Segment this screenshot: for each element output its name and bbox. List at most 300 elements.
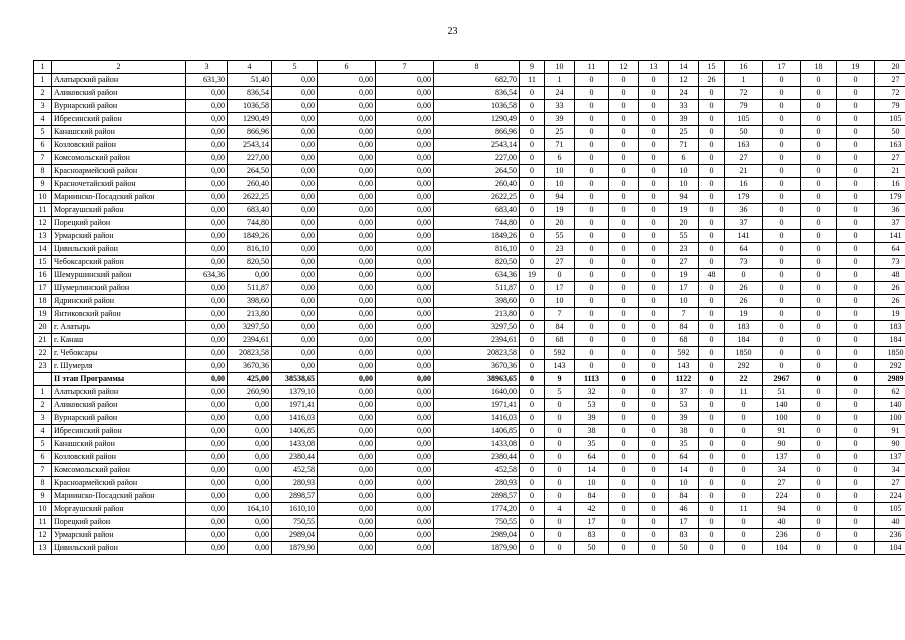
table-cell: 0 (699, 295, 725, 308)
table-cell: 0 (725, 451, 763, 464)
table-cell: 141 (875, 230, 905, 243)
table-cell: 84 (669, 321, 699, 334)
table-cell: 10 (34, 191, 52, 204)
table-cell: 50 (725, 126, 763, 139)
table-cell: 12 (34, 217, 52, 230)
table-cell: 0 (801, 360, 837, 373)
table-cell: 0,00 (376, 334, 434, 347)
table-cell: 2 (34, 399, 52, 412)
table-cell: 40 (763, 516, 801, 529)
table-cell: 5 (34, 438, 52, 451)
table-cell: 0 (545, 438, 575, 451)
table-cell: 0,00 (376, 74, 434, 87)
table-cell: 73 (725, 256, 763, 269)
table-cell: 0 (837, 230, 875, 243)
table-cell: 0 (801, 464, 837, 477)
table-cell: 0,00 (228, 490, 272, 503)
table-cell: 10 (669, 295, 699, 308)
table-cell: 0 (837, 386, 875, 399)
table-cell: 164,10 (228, 503, 272, 516)
table-cell: 0,00 (186, 204, 228, 217)
table-cell: 0 (837, 490, 875, 503)
table-cell: 20823,58 (228, 347, 272, 360)
table-cell: 4 (545, 503, 575, 516)
table-cell: Янтиковский район (52, 308, 186, 321)
table-cell: 0,00 (318, 347, 376, 360)
table-cell: 0 (575, 321, 609, 334)
table-cell: 0 (763, 152, 801, 165)
table-cell: 0 (801, 412, 837, 425)
table-cell: 0 (837, 399, 875, 412)
table-cell: 0 (609, 490, 639, 503)
table-cell: 72 (875, 87, 905, 100)
table-cell: 0,00 (376, 178, 434, 191)
table-row (34, 516, 905, 529)
table-cell: 280,93 (272, 477, 318, 490)
table-cell: 0 (801, 373, 837, 386)
table-cell: 0,00 (186, 152, 228, 165)
table-cell: 0 (639, 399, 669, 412)
table-cell: 0,00 (376, 139, 434, 152)
table-cell: 0 (545, 451, 575, 464)
table-cell: 0 (725, 438, 763, 451)
table-cell: 0,00 (376, 269, 434, 282)
table-cell: 0 (520, 360, 545, 373)
table-cell: 0,00 (228, 269, 272, 282)
table-cell: 0 (575, 100, 609, 113)
table-cell: 0 (801, 152, 837, 165)
table-cell: 0,00 (228, 425, 272, 438)
table-cell: 0 (609, 451, 639, 464)
table-cell: 0 (520, 87, 545, 100)
table-cell: 0,00 (318, 87, 376, 100)
table-cell: 0 (639, 516, 669, 529)
table-cell: 0 (699, 412, 725, 425)
table-cell: 6 (34, 451, 52, 464)
table-cell: Алатырский район (52, 74, 186, 87)
table-cell: 1879,90 (272, 542, 318, 555)
table-cell: 0,00 (318, 308, 376, 321)
table-cell: 744,80 (434, 217, 520, 230)
table-cell: 68 (545, 334, 575, 347)
table-cell: 1849,26 (434, 230, 520, 243)
table-row (34, 191, 905, 204)
table-cell: 0,00 (228, 412, 272, 425)
table-cell: 0 (763, 269, 801, 282)
table-cell: 0,00 (272, 269, 318, 282)
table-cell: 0,00 (376, 477, 434, 490)
table-cell: 0 (699, 464, 725, 477)
table-cell: 0,00 (376, 204, 434, 217)
table-row (34, 282, 905, 295)
table-cell: 64 (725, 243, 763, 256)
table-cell: 26 (699, 74, 725, 87)
table-cell: 0,00 (186, 490, 228, 503)
table-cell: 0 (520, 490, 545, 503)
table-cell: 0 (801, 295, 837, 308)
table-cell: 0,00 (376, 113, 434, 126)
table-cell: 10 (575, 477, 609, 490)
table-cell: 0 (575, 295, 609, 308)
table-cell: 91 (875, 425, 905, 438)
table-cell: 0 (609, 386, 639, 399)
table-cell: 0,00 (272, 360, 318, 373)
table-cell: 39 (575, 412, 609, 425)
table-cell: 0,00 (376, 191, 434, 204)
table-cell: 0,00 (318, 373, 376, 386)
table-cell: 0 (575, 347, 609, 360)
table-cell: 0 (699, 204, 725, 217)
table-cell: 21 (34, 334, 52, 347)
table-cell: 37 (875, 217, 905, 230)
table-cell: 0 (639, 204, 669, 217)
table-row (34, 360, 905, 373)
table-cell: 0 (801, 126, 837, 139)
table-cell: 16 (725, 178, 763, 191)
table-cell: 0,00 (186, 256, 228, 269)
table-cell: 0 (801, 87, 837, 100)
column-header: 12 (609, 61, 639, 74)
table-cell: 1036,58 (228, 100, 272, 113)
table-cell: 0,00 (318, 321, 376, 334)
table-cell: 0,00 (272, 87, 318, 100)
table-cell: 0,00 (272, 347, 318, 360)
table-cell: 0,00 (376, 230, 434, 243)
table-cell: 452,58 (434, 464, 520, 477)
table-cell: 0 (609, 425, 639, 438)
table-cell: 0,00 (318, 243, 376, 256)
table-cell: Вурнарский район (52, 412, 186, 425)
table-row (34, 347, 905, 360)
table-cell: 0,00 (186, 191, 228, 204)
table-cell: 634,36 (186, 269, 228, 282)
table-cell: 0 (545, 269, 575, 282)
table-cell: 0 (520, 347, 545, 360)
table-cell: 0 (520, 230, 545, 243)
table-cell: 0,00 (272, 74, 318, 87)
table-cell: 42 (575, 503, 609, 516)
table-cell: 0 (609, 100, 639, 113)
table-cell: 2898,57 (272, 490, 318, 503)
table-cell: 0 (725, 399, 763, 412)
table-cell: 0 (763, 178, 801, 191)
table-cell: 0 (520, 165, 545, 178)
table-cell: 10 (669, 165, 699, 178)
table-cell: 227,00 (434, 152, 520, 165)
table-cell: 48 (699, 269, 725, 282)
table-cell: 0 (725, 412, 763, 425)
table-cell: 0,00 (186, 126, 228, 139)
table-cell: 2622,25 (228, 191, 272, 204)
table-cell: 35 (669, 438, 699, 451)
table-cell: 260,40 (434, 178, 520, 191)
table-cell: 22 (34, 347, 52, 360)
table-cell: 0 (801, 516, 837, 529)
table-cell: 0 (699, 477, 725, 490)
table-cell: 0 (837, 204, 875, 217)
table-cell: 0,00 (186, 113, 228, 126)
table-cell: 0,00 (376, 373, 434, 386)
table-cell: 39 (545, 113, 575, 126)
table-cell: 0 (837, 451, 875, 464)
table-cell: 0 (520, 399, 545, 412)
table-cell: 0 (639, 542, 669, 555)
table-cell: 6 (545, 152, 575, 165)
table-cell: 2394,61 (228, 334, 272, 347)
table-row (34, 542, 905, 555)
table-cell: 0,00 (228, 516, 272, 529)
table-cell: 0,00 (376, 360, 434, 373)
table-cell: 34 (763, 464, 801, 477)
table-cell: 27 (763, 477, 801, 490)
table-cell: 11 (34, 516, 52, 529)
column-header: 9 (520, 61, 545, 74)
table-cell: 0,00 (376, 243, 434, 256)
table-row (34, 308, 905, 321)
table-cell: 26 (875, 295, 905, 308)
table-cell: 32 (575, 386, 609, 399)
table-cell: 38 (575, 425, 609, 438)
table-cell: 4 (34, 425, 52, 438)
table-cell: 0 (575, 126, 609, 139)
table-cell: 79 (725, 100, 763, 113)
table-cell: 11 (34, 204, 52, 217)
table-cell: 224 (875, 490, 905, 503)
table-cell: 0,00 (186, 373, 228, 386)
table-cell: 2622,25 (434, 191, 520, 204)
table-cell: 0 (520, 308, 545, 321)
table-cell: 0,00 (318, 438, 376, 451)
table-cell: 0 (639, 256, 669, 269)
table-cell: 398,60 (434, 295, 520, 308)
table-cell: 0 (837, 100, 875, 113)
table-cell: 0 (801, 204, 837, 217)
table-cell: 105 (875, 503, 905, 516)
table-cell: 5 (545, 386, 575, 399)
table-cell: 0,00 (318, 165, 376, 178)
table-cell: 0 (801, 217, 837, 230)
table-cell: 0,00 (186, 464, 228, 477)
table-cell: 38538,65 (272, 373, 318, 386)
table-cell: 0 (699, 139, 725, 152)
table-cell: 0 (520, 139, 545, 152)
table-cell: Козловский район (52, 451, 186, 464)
table-cell: 0 (837, 191, 875, 204)
table-cell: 0 (763, 230, 801, 243)
table-cell: Канашский район (52, 438, 186, 451)
table-cell: 9 (34, 490, 52, 503)
table-cell: 0 (575, 217, 609, 230)
table-cell: 0 (520, 178, 545, 191)
table-cell: 0,00 (186, 321, 228, 334)
table-cell: 83 (575, 529, 609, 542)
table-cell: 27 (875, 74, 905, 87)
table-cell: 0 (801, 230, 837, 243)
table-cell: Вурнарский район (52, 100, 186, 113)
table-cell: 184 (725, 334, 763, 347)
table-cell: Аликовский район (52, 87, 186, 100)
header-row (34, 61, 905, 74)
table-cell: 0,00 (376, 87, 434, 100)
table-cell: 0 (609, 191, 639, 204)
table-cell: 0,00 (318, 152, 376, 165)
column-header: 5 (272, 61, 318, 74)
table-cell: 38963,65 (434, 373, 520, 386)
table-cell: 0,00 (376, 412, 434, 425)
table-row (34, 256, 905, 269)
column-header: 16 (725, 61, 763, 74)
table-cell: 0,00 (228, 399, 272, 412)
table-cell: 0 (520, 425, 545, 438)
table-row (34, 204, 905, 217)
table-cell: 3 (34, 412, 52, 425)
table-cell: 0 (639, 100, 669, 113)
table-cell: 1433,08 (434, 438, 520, 451)
table-cell: 0 (545, 477, 575, 490)
table-cell: 0 (520, 152, 545, 165)
table-cell: 0,00 (318, 217, 376, 230)
table-row (34, 334, 905, 347)
table-cell: 0 (520, 373, 545, 386)
table-cell: 2898,57 (434, 490, 520, 503)
table-cell: Ибресинский район (52, 425, 186, 438)
table-row (34, 100, 905, 113)
column-header: 4 (228, 61, 272, 74)
table-cell: 866,96 (434, 126, 520, 139)
table-cell: 0 (520, 334, 545, 347)
table-cell: 0 (609, 74, 639, 87)
table-cell: 0 (801, 321, 837, 334)
column-header: 2 (52, 61, 186, 74)
table-cell: 36 (875, 204, 905, 217)
table-cell: 0,00 (318, 399, 376, 412)
table-cell: 140 (763, 399, 801, 412)
table-cell: 11 (520, 74, 545, 87)
table-cell: 15 (34, 256, 52, 269)
table-cell: 183 (875, 321, 905, 334)
table-cell: 0,00 (186, 230, 228, 243)
table-cell: Канашский район (52, 126, 186, 139)
table-cell: Красночетайский район (52, 178, 186, 191)
table-cell: 0,00 (318, 113, 376, 126)
table-cell: 24 (669, 87, 699, 100)
table-cell: 14 (575, 464, 609, 477)
table-cell: 0,00 (318, 139, 376, 152)
table-cell: Чебоксарский район (52, 256, 186, 269)
table-cell: 55 (545, 230, 575, 243)
table-cell: 84 (669, 490, 699, 503)
table-cell: 866,96 (228, 126, 272, 139)
table-cell: 0 (575, 360, 609, 373)
table-cell: 26 (725, 295, 763, 308)
table-cell: 0 (801, 503, 837, 516)
table-cell: 0,00 (376, 529, 434, 542)
table-cell: 0 (837, 425, 875, 438)
table-cell: 452,58 (272, 464, 318, 477)
table-cell: 17 (575, 516, 609, 529)
table-cell: 0 (699, 308, 725, 321)
table-cell: 836,54 (434, 87, 520, 100)
table-cell: 0,00 (318, 490, 376, 503)
table-cell: 0,00 (186, 334, 228, 347)
table-cell: 0,00 (318, 542, 376, 555)
table-cell: 50 (575, 542, 609, 555)
table-cell: 24 (545, 87, 575, 100)
table-cell: 0 (837, 165, 875, 178)
table-row (34, 386, 905, 399)
table-cell: 0 (520, 451, 545, 464)
table-cell: 1850 (875, 347, 905, 360)
table-cell: 0 (609, 438, 639, 451)
table-cell: 0 (609, 178, 639, 191)
table-row (34, 113, 905, 126)
table-cell: 0 (801, 191, 837, 204)
table-cell: 0,00 (376, 399, 434, 412)
table-cell: 20 (545, 217, 575, 230)
table-row (34, 217, 905, 230)
table-cell: 0 (575, 178, 609, 191)
table-cell: 14 (669, 464, 699, 477)
table-cell: Аликовский район (52, 399, 186, 412)
table-cell: 0,00 (186, 100, 228, 113)
table-cell: 25 (669, 126, 699, 139)
table-row (34, 178, 905, 191)
table-cell: 0 (837, 126, 875, 139)
table-cell: 0,00 (376, 425, 434, 438)
table-cell: 19 (669, 269, 699, 282)
table-cell: 0 (545, 412, 575, 425)
table-cell: 0 (837, 269, 875, 282)
table-cell: 0 (699, 529, 725, 542)
table-cell: 0 (725, 464, 763, 477)
table-cell: 0 (699, 399, 725, 412)
table-cell: 0,00 (318, 191, 376, 204)
table-cell: 1290,49 (434, 113, 520, 126)
table-cell: 7 (34, 464, 52, 477)
table-cell: 16 (875, 178, 905, 191)
table-cell: 0 (575, 269, 609, 282)
table-cell (34, 373, 52, 386)
table-cell: 0,00 (272, 139, 318, 152)
table-cell: 4 (34, 113, 52, 126)
table-cell: 0,00 (318, 360, 376, 373)
table-cell: Цивильский район (52, 243, 186, 256)
table-cell: 0 (609, 529, 639, 542)
table-cell: 0,00 (272, 178, 318, 191)
table-cell: 0,00 (186, 399, 228, 412)
table-cell: 0 (837, 243, 875, 256)
table-cell: 90 (763, 438, 801, 451)
table-cell: 0 (763, 360, 801, 373)
table-cell: 0 (763, 74, 801, 87)
table-cell: 0 (763, 217, 801, 230)
table-cell: 2380,44 (272, 451, 318, 464)
table-cell: 79 (875, 100, 905, 113)
table-cell: 0 (699, 451, 725, 464)
table-cell: 1610,10 (272, 503, 318, 516)
table-cell: 0 (725, 425, 763, 438)
table-cell: 6 (669, 152, 699, 165)
table-cell: 425,00 (228, 373, 272, 386)
table-cell: Мариинско-Посадский район (52, 490, 186, 503)
table-cell: 0,00 (376, 100, 434, 113)
table-cell: 12 (34, 529, 52, 542)
table-cell: 0 (520, 126, 545, 139)
table-cell: 0 (699, 87, 725, 100)
table-cell: 51,40 (228, 74, 272, 87)
table-cell: 0 (699, 334, 725, 347)
table-cell: 0 (801, 178, 837, 191)
